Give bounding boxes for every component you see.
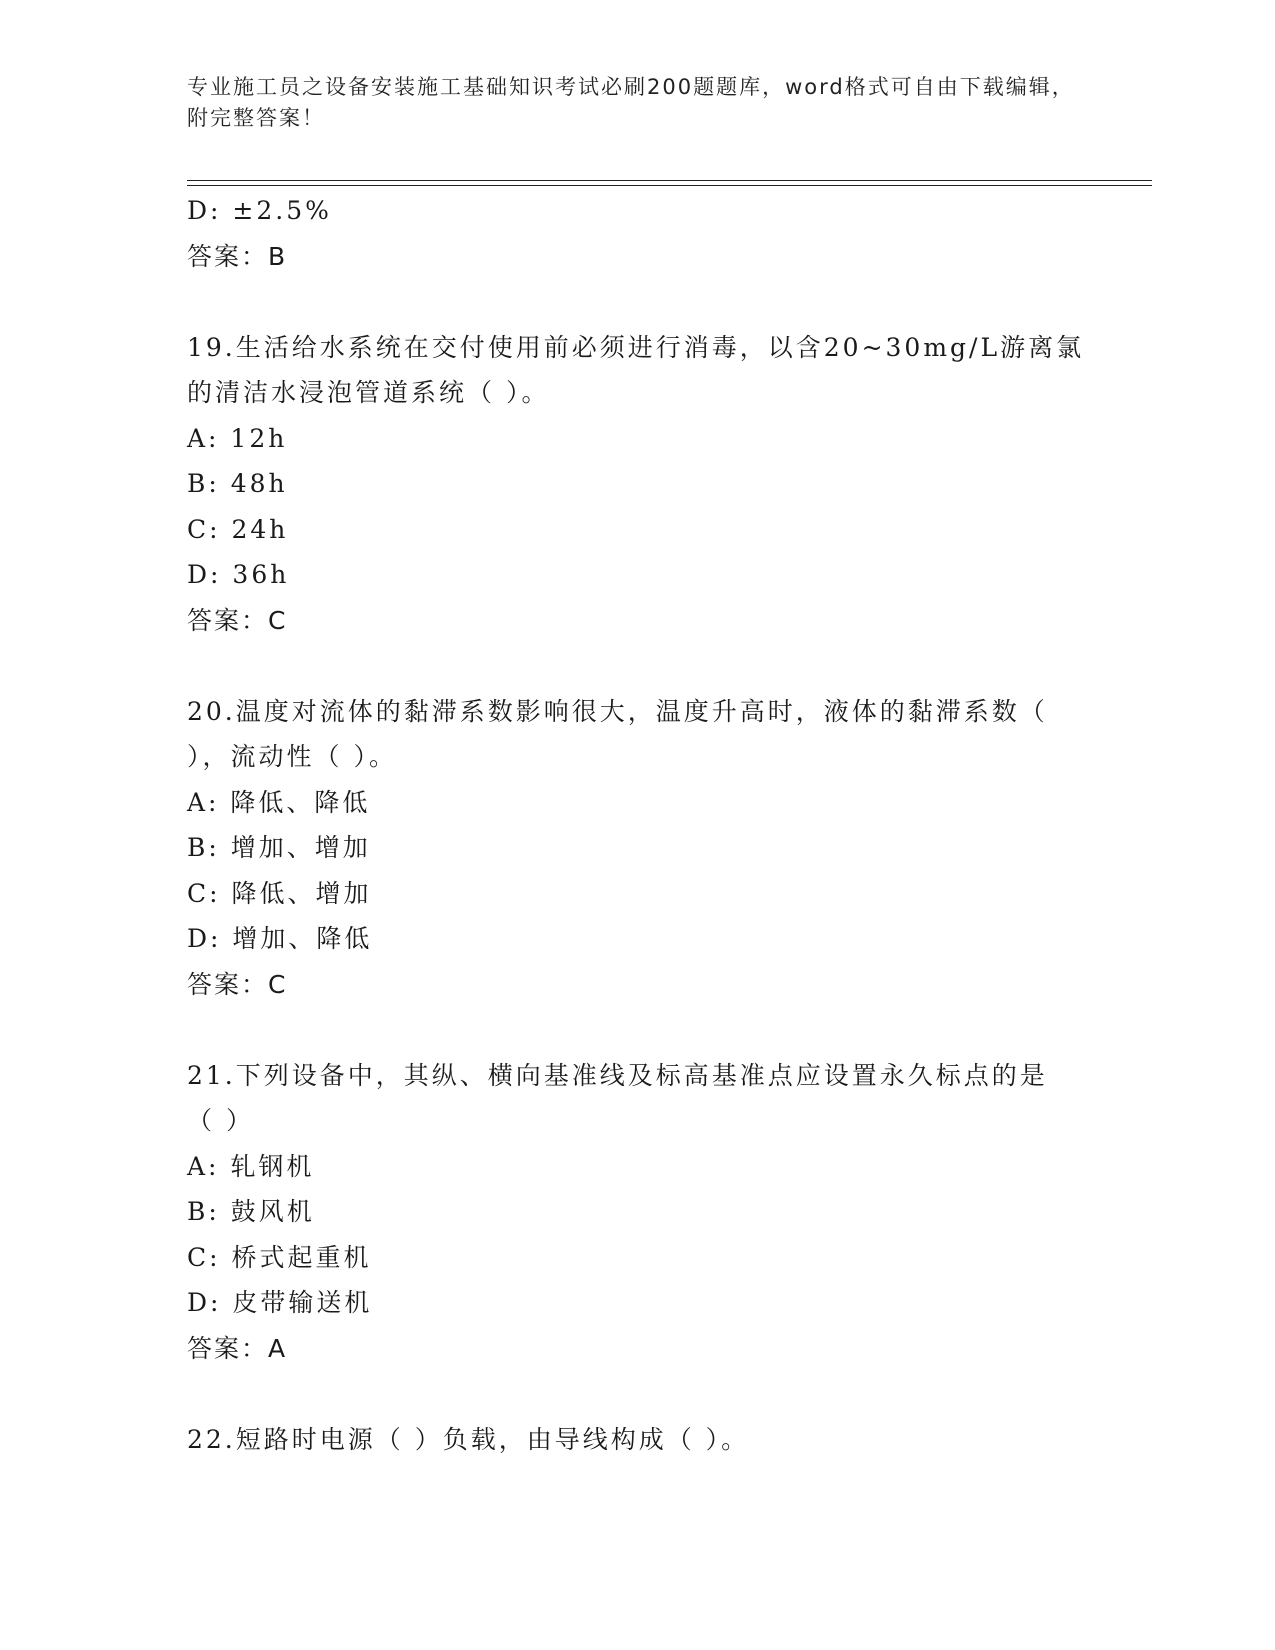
question-text: 的清洁水浸泡管道系统（ ）。 [187, 378, 550, 407]
question-text: 22.短路时电源（ ）负载，由导线构成（ ）。 [187, 1424, 750, 1454]
option-line: C: 降低、增加 [187, 878, 372, 908]
question-list [187, 188, 1087, 1462]
option-line: D: 皮带输送机 [187, 1288, 373, 1317]
question-text: ），流动性（ ）。 [187, 742, 397, 771]
option-line: B: 增加、增加 [187, 833, 371, 862]
option-line: A: 12h [187, 423, 288, 453]
question-text: （ ） [187, 1106, 254, 1135]
option-line: D: 增加、降低 [187, 924, 373, 953]
answer-line: 答案：C [187, 969, 288, 999]
option-line: C: 桥式起重机 [187, 1242, 372, 1272]
option-line: A: 轧钢机 [187, 1151, 315, 1181]
header-rule-bottom [187, 185, 1152, 186]
option-line: D: ±2.5% [187, 196, 332, 225]
question-gap [187, 279, 1087, 325]
question-text: 19.生活给水系统在交付使用前必须进行消毒，以含20~30mg/L游离氯 [187, 332, 1085, 362]
question-gap [187, 1371, 1087, 1417]
header-rule-top [187, 180, 1152, 181]
question-text: 21.下列设备中，其纵、横向基准线及标高基准点应设置永久标点的是 [187, 1060, 1048, 1090]
option-line: A: 降低、降低 [187, 787, 371, 817]
option-line: B: 鼓风机 [187, 1197, 315, 1226]
question-gap [187, 1007, 1087, 1053]
answer-line: 答案：B [187, 241, 288, 271]
document-header: 专业施工员之设备安装施工基础知识考试必刷200题题库，word格式可自由下载编辑，附完整答案！ [187, 75, 1075, 130]
option-line: C: 24h [187, 514, 289, 544]
answer-line: 答案：C [187, 605, 288, 635]
answer-line: 答案：A [187, 1333, 288, 1363]
question-gap [187, 643, 1087, 689]
option-line: B: 48h [187, 469, 288, 498]
option-line: D: 36h [187, 560, 290, 589]
question-text: 20.温度对流体的黏滞系数影响很大，温度升高时，液体的黏滞系数（ [187, 696, 1048, 726]
